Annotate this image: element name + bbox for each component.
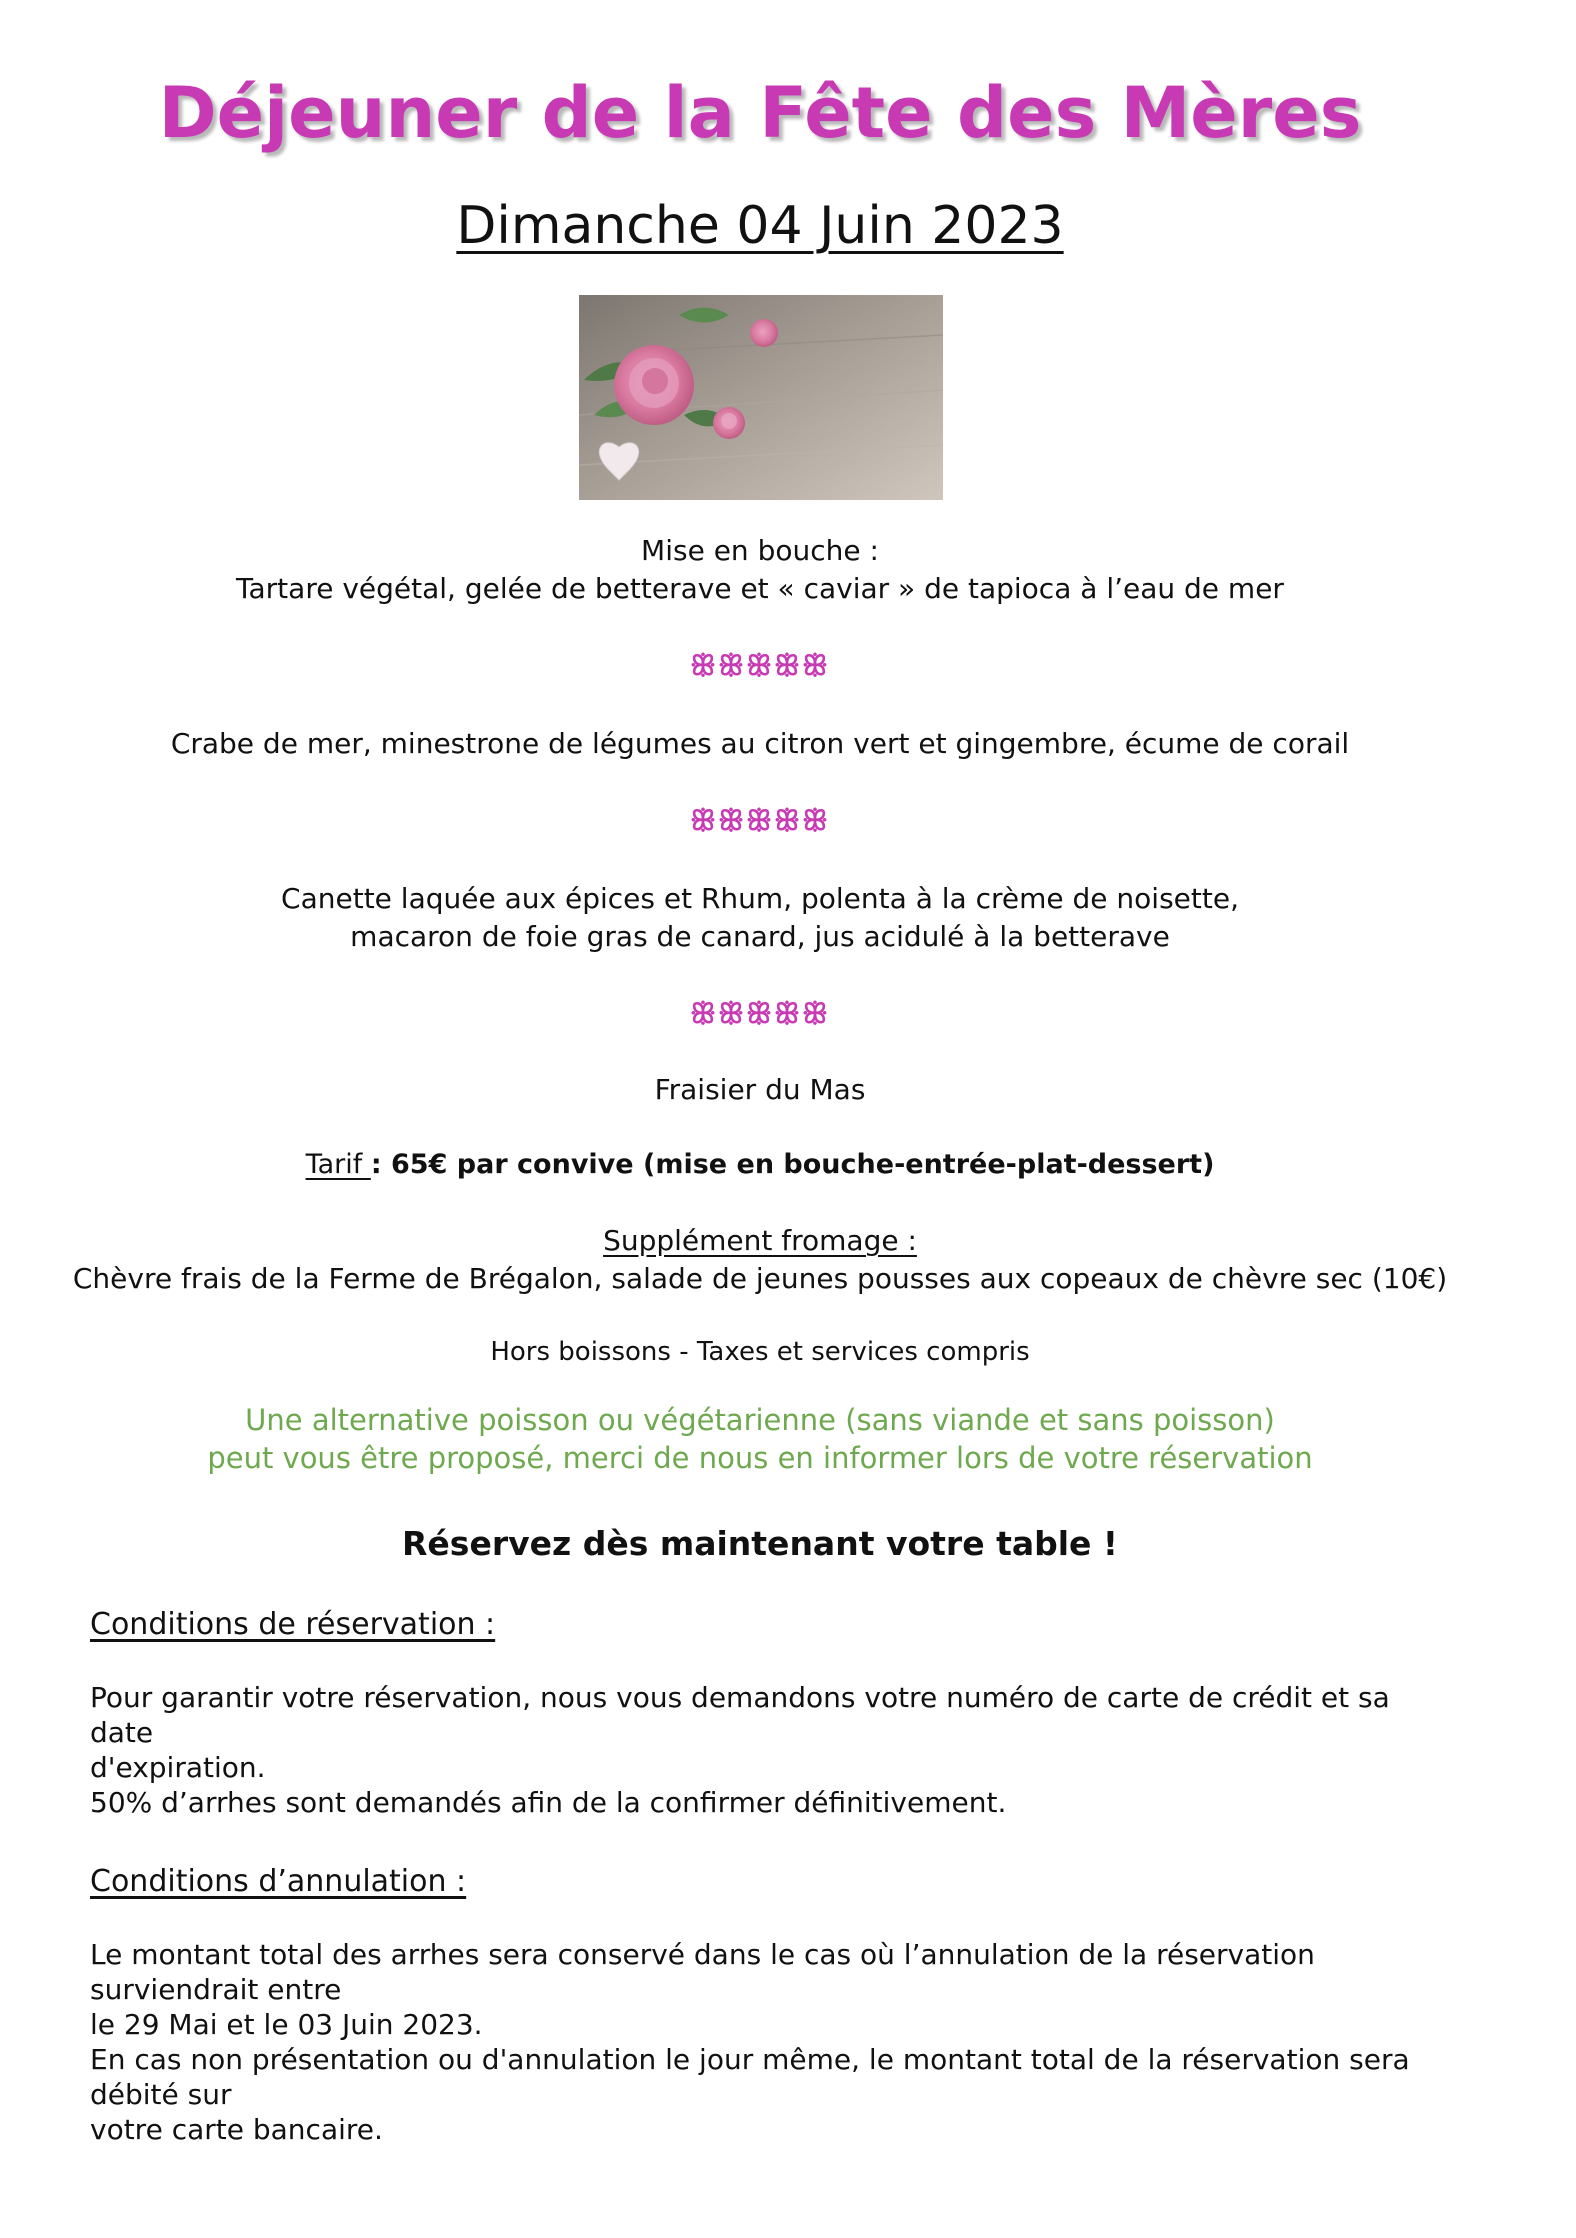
alternative-line-1: Une alternative poisson ou végétarienne (sans viande et sans poisson) <box>245 1403 1275 1437</box>
reservation-line-3: 50% d’arrhes sont demandés afin de la confirmer définitivement. <box>90 1786 1007 1819</box>
tarif-line <box>0 1146 1520 1184</box>
tarif-text: : 65€ par convive (mise en bouche-entrée-plat-dessert) <box>370 1149 1215 1180</box>
tarif-label: Tarif <box>305 1149 371 1180</box>
alternative-line-2: peut vous être proposé, merci de nous en informer lors de votre réservation <box>207 1441 1313 1475</box>
amuse-dish: Tartare végétal, gelée de betterave et « caviar » de tapioca à l’eau de mer <box>236 572 1284 605</box>
main-dish-line-1: Canette laquée aux épices et Rhum, polenta à la crème de noisette, <box>281 882 1239 915</box>
cancellation-line-4: votre carte bancaire. <box>90 2113 383 2146</box>
hors-boissons: Hors boissons - Taxes et services compris <box>490 1337 1030 1367</box>
reservation-line-2: d'expiration. <box>90 1751 266 1784</box>
ornament-divider-2: ꕥꕥꕥꕥꕥ <box>690 804 830 837</box>
supplement-label: Supplément fromage : <box>603 1224 917 1257</box>
dessert-dish: Fraisier du Mas <box>654 1073 866 1106</box>
reserve-now: Réservez dès maintenant votre table ! <box>402 1524 1118 1563</box>
reservation-conditions <box>90 1607 1450 1820</box>
entree-dish: Crabe de mer, minestrone de légumes au citron vert et gingembre, écume de corail <box>170 727 1350 760</box>
cancellation-line-1: Le montant total des arrhes sera conservé dans le cas où l’annulation de la réservation surviendrait entre <box>90 1938 1315 2006</box>
cancellation-conditions <box>90 1864 1450 2147</box>
cancellation-line-2: le 29 Mai et le 03 Juin 2023. <box>90 2008 483 2041</box>
page-title: Déjeuner de la Fête des Mères <box>158 72 1362 154</box>
ornament-divider-1: ꕥꕥꕥꕥꕥ <box>690 649 830 682</box>
event-date: Dimanche 04 Juin 2023 <box>456 196 1064 256</box>
reservation-heading: Conditions de réservation : <box>90 1607 496 1642</box>
roses-photo <box>579 295 943 500</box>
reservation-line-1: Pour garantir votre réservation, nous vous demandons votre numéro de carte de crédit et sa date <box>90 1681 1390 1749</box>
cancellation-heading: Conditions d’annulation : <box>90 1864 467 1899</box>
main-dish-line-2: macaron de foie gras de canard, jus acidulé à la betterave <box>350 920 1170 953</box>
amuse-label: Mise en bouche : <box>641 534 879 567</box>
cancellation-line-3: En cas non présentation ou d'annulation le jour même, le montant total de la réservation sera débité sur <box>90 2043 1410 2111</box>
ornament-divider-3: ꕥꕥꕥꕥꕥ <box>690 997 830 1030</box>
supplement-text: Chèvre frais de la Ferme de Brégalon, salade de jeunes pousses aux copeaux de chèvre sec (10€) <box>72 1262 1448 1295</box>
